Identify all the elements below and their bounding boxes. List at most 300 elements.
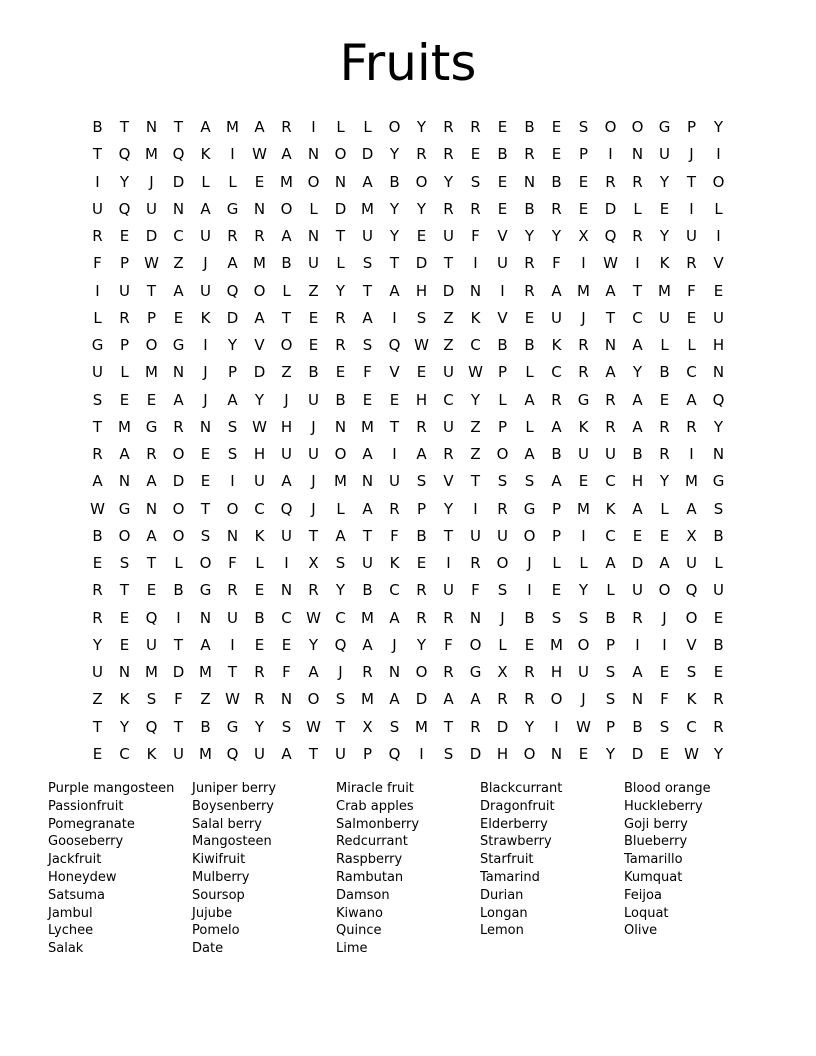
grid-letter[interactable]: N (280, 581, 293, 600)
grid-letter[interactable]: O (307, 690, 320, 709)
grid-letter[interactable]: J (149, 172, 154, 191)
grid-letter[interactable]: A (281, 472, 292, 491)
grid-letter[interactable]: A (227, 390, 238, 409)
grid-letter[interactable]: P (551, 499, 562, 518)
grid-letter[interactable]: I (716, 145, 721, 164)
grid-letter[interactable]: S (335, 690, 346, 709)
grid-letter[interactable]: R (308, 581, 319, 600)
grid-letter[interactable]: C (470, 336, 481, 355)
grid-letter[interactable]: E (146, 581, 157, 600)
grid-letter[interactable]: H (712, 336, 725, 355)
grid-letter[interactable]: A (605, 281, 616, 300)
grid-letter[interactable]: R (416, 145, 427, 164)
grid-letter[interactable]: S (389, 717, 400, 736)
grid-letter[interactable]: S (605, 690, 616, 709)
grid-letter[interactable]: N (145, 499, 158, 518)
grid-letter[interactable]: S (578, 118, 589, 137)
grid-letter[interactable]: I (392, 445, 397, 464)
grid-letter[interactable]: K (686, 690, 697, 709)
grid-letter[interactable]: A (443, 690, 454, 709)
grid-letter[interactable]: A (659, 554, 670, 573)
grid-letter[interactable]: K (578, 417, 589, 436)
grid-letter[interactable]: W (306, 608, 321, 627)
grid-letter[interactable]: E (416, 363, 427, 382)
grid-letter[interactable]: E (659, 744, 670, 763)
grid-letter[interactable]: I (689, 445, 694, 464)
grid-letter[interactable]: Q (334, 635, 347, 654)
grid-letter[interactable]: J (338, 663, 343, 682)
grid-letter[interactable]: R (92, 445, 103, 464)
grid-letter[interactable]: R (470, 118, 481, 137)
grid-letter[interactable]: E (308, 336, 319, 355)
grid-letter[interactable]: L (687, 336, 696, 355)
grid-letter[interactable]: R (92, 227, 103, 246)
grid-letter[interactable]: O (469, 635, 482, 654)
grid-letter[interactable]: Q (145, 608, 158, 627)
grid-letter[interactable]: U (551, 308, 562, 327)
grid-letter[interactable]: J (500, 608, 505, 627)
grid-letter[interactable]: T (119, 118, 130, 137)
grid-letter[interactable]: I (635, 635, 640, 654)
grid-letter[interactable]: B (713, 635, 724, 654)
grid-letter[interactable]: Z (470, 445, 481, 464)
grid-letter[interactable]: B (308, 363, 319, 382)
grid-letter[interactable]: B (632, 445, 643, 464)
grid-letter[interactable]: R (470, 199, 481, 218)
grid-letter[interactable]: A (119, 445, 130, 464)
grid-letter[interactable]: Y (389, 199, 400, 218)
grid-letter[interactable]: I (392, 308, 397, 327)
grid-letter[interactable]: N (253, 199, 266, 218)
grid-letter[interactable]: E (308, 308, 319, 327)
grid-letter[interactable]: N (604, 336, 617, 355)
grid-letter[interactable]: T (389, 254, 400, 273)
grid-letter[interactable]: N (334, 172, 347, 191)
grid-letter[interactable]: T (686, 172, 697, 191)
grid-letter[interactable]: R (254, 663, 265, 682)
grid-letter[interactable]: L (660, 336, 669, 355)
grid-letter[interactable]: Z (200, 690, 211, 709)
grid-letter[interactable]: A (200, 199, 211, 218)
grid-letter[interactable]: D (631, 554, 644, 573)
grid-letter[interactable]: K (200, 145, 211, 164)
grid-letter[interactable]: E (281, 635, 292, 654)
grid-letter[interactable]: L (336, 118, 345, 137)
grid-letter[interactable]: N (550, 744, 563, 763)
grid-letter[interactable]: N (145, 118, 158, 137)
grid-letter[interactable]: Y (335, 581, 346, 600)
grid-letter[interactable]: U (308, 254, 319, 273)
grid-letter[interactable]: Y (470, 390, 481, 409)
grid-letter[interactable]: A (551, 281, 562, 300)
grid-letter[interactable]: U (308, 390, 319, 409)
grid-letter[interactable]: Y (119, 172, 130, 191)
grid-letter[interactable]: U (443, 363, 454, 382)
grid-letter[interactable]: R (335, 336, 346, 355)
grid-letter[interactable]: D (172, 172, 185, 191)
grid-letter[interactable]: A (524, 390, 535, 409)
grid-letter[interactable]: X (497, 663, 508, 682)
grid-letter[interactable]: S (227, 445, 238, 464)
grid-letter[interactable]: U (686, 554, 697, 573)
grid-letter[interactable]: X (362, 717, 373, 736)
grid-letter[interactable]: U (308, 445, 319, 464)
grid-letter[interactable]: W (306, 717, 321, 736)
grid-letter[interactable]: J (662, 608, 667, 627)
grid-letter[interactable]: Y (659, 472, 670, 491)
grid-letter[interactable]: M (145, 363, 158, 382)
grid-letter[interactable]: E (416, 554, 427, 573)
grid-letter[interactable]: N (469, 281, 482, 300)
grid-letter[interactable]: B (524, 199, 535, 218)
grid-letter[interactable]: J (689, 145, 694, 164)
grid-letter[interactable]: L (201, 172, 210, 191)
grid-letter[interactable]: U (443, 581, 454, 600)
grid-letter[interactable]: H (550, 663, 563, 682)
grid-letter[interactable]: S (416, 472, 427, 491)
grid-letter[interactable]: A (551, 472, 562, 491)
grid-letter[interactable]: R (443, 663, 454, 682)
grid-letter[interactable]: H (253, 445, 266, 464)
grid-letter[interactable]: O (145, 336, 158, 355)
grid-letter[interactable]: P (227, 363, 238, 382)
grid-letter[interactable]: P (362, 744, 373, 763)
grid-letter[interactable]: M (361, 608, 374, 627)
grid-letter[interactable]: A (632, 663, 643, 682)
grid-letter[interactable]: H (496, 744, 509, 763)
grid-letter[interactable]: A (524, 445, 535, 464)
grid-letter[interactable]: E (578, 172, 589, 191)
grid-letter[interactable]: J (311, 417, 316, 436)
grid-letter[interactable]: S (605, 663, 616, 682)
grid-letter[interactable]: S (686, 663, 697, 682)
grid-letter[interactable]: O (523, 526, 536, 545)
grid-letter[interactable]: Y (416, 199, 427, 218)
grid-letter[interactable]: E (713, 608, 724, 627)
grid-letter[interactable]: J (284, 390, 289, 409)
grid-letter[interactable]: B (416, 526, 427, 545)
grid-letter[interactable]: E (119, 608, 130, 627)
grid-letter[interactable]: N (307, 227, 320, 246)
grid-letter[interactable]: R (146, 445, 157, 464)
grid-letter[interactable]: T (227, 663, 238, 682)
grid-letter[interactable]: T (335, 227, 346, 246)
grid-letter[interactable]: R (443, 608, 454, 627)
grid-letter[interactable]: F (228, 554, 237, 573)
grid-letter[interactable]: R (389, 499, 400, 518)
grid-letter[interactable]: F (444, 635, 453, 654)
grid-letter[interactable]: F (174, 690, 183, 709)
grid-letter[interactable]: O (496, 554, 509, 573)
grid-letter[interactable]: M (118, 417, 131, 436)
grid-letter[interactable]: W (576, 717, 591, 736)
grid-letter[interactable]: N (118, 472, 131, 491)
grid-letter[interactable]: E (254, 635, 265, 654)
grid-letter[interactable]: B (524, 608, 535, 627)
grid-letter[interactable]: S (92, 390, 103, 409)
grid-letter[interactable]: E (335, 363, 346, 382)
grid-letter[interactable]: R (173, 417, 184, 436)
grid-letter[interactable]: Q (226, 281, 239, 300)
grid-letter[interactable]: A (146, 526, 157, 545)
grid-letter[interactable]: R (416, 581, 427, 600)
grid-letter[interactable]: L (228, 172, 237, 191)
grid-letter[interactable]: E (524, 308, 535, 327)
grid-letter[interactable]: A (470, 690, 481, 709)
grid-letter[interactable]: T (146, 281, 157, 300)
grid-letter[interactable]: E (713, 281, 724, 300)
grid-letter[interactable]: L (498, 635, 507, 654)
grid-letter[interactable]: L (255, 554, 264, 573)
grid-letter[interactable]: V (389, 363, 400, 382)
grid-letter[interactable]: E (524, 635, 535, 654)
grid-letter[interactable]: D (415, 690, 428, 709)
grid-letter[interactable]: L (552, 554, 561, 573)
grid-letter[interactable]: M (577, 499, 590, 518)
grid-letter[interactable]: R (578, 363, 589, 382)
grid-letter[interactable]: U (146, 635, 157, 654)
grid-letter[interactable]: S (227, 417, 238, 436)
grid-letter[interactable]: A (254, 308, 265, 327)
grid-letter[interactable]: Y (119, 717, 130, 736)
grid-letter[interactable]: A (389, 281, 400, 300)
grid-letter[interactable]: E (416, 227, 427, 246)
grid-letter[interactable]: D (334, 199, 347, 218)
grid-letter[interactable]: R (92, 608, 103, 627)
grid-letter[interactable]: E (578, 199, 589, 218)
grid-letter[interactable]: E (632, 526, 643, 545)
grid-letter[interactable]: W (90, 499, 105, 518)
grid-letter[interactable]: R (524, 254, 535, 273)
grid-letter[interactable]: R (686, 254, 697, 273)
grid-letter[interactable]: V (497, 227, 508, 246)
grid-letter[interactable]: Y (254, 390, 265, 409)
grid-letter[interactable]: Q (685, 581, 698, 600)
grid-letter[interactable]: M (685, 472, 698, 491)
grid-letter[interactable]: C (119, 744, 130, 763)
grid-letter[interactable]: S (200, 526, 211, 545)
grid-letter[interactable]: D (631, 744, 644, 763)
grid-letter[interactable]: U (443, 417, 454, 436)
grid-letter[interactable]: A (605, 363, 616, 382)
grid-letter[interactable]: S (335, 554, 346, 573)
grid-letter[interactable]: C (389, 581, 400, 600)
grid-letter[interactable]: R (524, 281, 535, 300)
grid-letter[interactable]: Y (713, 118, 724, 137)
grid-letter[interactable]: E (551, 581, 562, 600)
grid-letter[interactable]: B (200, 717, 211, 736)
grid-letter[interactable]: U (443, 227, 454, 246)
grid-letter[interactable]: O (496, 445, 509, 464)
grid-letter[interactable]: A (254, 118, 265, 137)
grid-letter[interactable]: B (551, 172, 562, 191)
grid-letter[interactable]: E (578, 472, 589, 491)
grid-letter[interactable]: Q (604, 227, 617, 246)
grid-letter[interactable]: E (470, 145, 481, 164)
grid-letter[interactable]: Y (551, 227, 562, 246)
grid-letter[interactable]: I (662, 635, 667, 654)
grid-letter[interactable]: E (389, 390, 400, 409)
grid-letter[interactable]: A (146, 472, 157, 491)
grid-letter[interactable]: J (203, 254, 208, 273)
grid-letter[interactable]: Y (524, 717, 535, 736)
grid-letter[interactable]: O (226, 499, 239, 518)
grid-letter[interactable]: V (443, 472, 454, 491)
grid-letter[interactable]: O (388, 118, 401, 137)
grid-letter[interactable]: K (200, 308, 211, 327)
grid-letter[interactable]: Y (227, 336, 238, 355)
grid-letter[interactable]: B (524, 336, 535, 355)
grid-letter[interactable]: P (497, 363, 508, 382)
grid-letter[interactable]: D (172, 472, 185, 491)
grid-letter[interactable]: A (281, 227, 292, 246)
grid-letter[interactable]: Y (443, 499, 454, 518)
grid-letter[interactable]: W (684, 744, 699, 763)
grid-letter[interactable]: F (93, 254, 102, 273)
grid-letter[interactable]: W (144, 254, 159, 273)
grid-letter[interactable]: G (172, 336, 185, 355)
grid-letter[interactable]: B (605, 608, 616, 627)
grid-letter[interactable]: P (119, 336, 130, 355)
grid-letter[interactable]: A (416, 445, 427, 464)
grid-letter[interactable]: W (414, 336, 429, 355)
grid-letter[interactable]: U (362, 554, 373, 573)
grid-letter[interactable]: G (118, 499, 131, 518)
grid-letter[interactable]: E (497, 172, 508, 191)
grid-letter[interactable]: T (389, 417, 400, 436)
grid-letter[interactable]: E (659, 199, 670, 218)
grid-letter[interactable]: U (470, 526, 481, 545)
grid-letter[interactable]: E (659, 526, 670, 545)
grid-letter[interactable]: Y (632, 363, 643, 382)
grid-letter[interactable]: A (389, 690, 400, 709)
grid-letter[interactable]: Y (254, 717, 265, 736)
grid-letter[interactable]: A (173, 281, 184, 300)
grid-letter[interactable]: A (632, 417, 643, 436)
grid-letter[interactable]: L (525, 363, 534, 382)
grid-letter[interactable]: T (605, 308, 616, 327)
grid-letter[interactable]: D (442, 281, 455, 300)
grid-letter[interactable]: N (631, 690, 644, 709)
grid-letter[interactable]: B (389, 172, 400, 191)
grid-letter[interactable]: Y (713, 417, 724, 436)
grid-letter[interactable]: L (363, 118, 372, 137)
grid-letter[interactable]: N (118, 663, 131, 682)
grid-letter[interactable]: M (415, 717, 428, 736)
grid-letter[interactable]: E (551, 145, 562, 164)
grid-letter[interactable]: U (92, 199, 103, 218)
grid-letter[interactable]: D (469, 744, 482, 763)
grid-letter[interactable]: T (92, 145, 103, 164)
grid-letter[interactable]: T (362, 526, 373, 545)
grid-letter[interactable]: U (713, 308, 724, 327)
grid-letter[interactable]: G (658, 118, 671, 137)
grid-letter[interactable]: S (362, 336, 373, 355)
grid-letter[interactable]: R (524, 690, 535, 709)
grid-letter[interactable]: Y (308, 635, 319, 654)
grid-letter[interactable]: R (119, 308, 130, 327)
grid-letter[interactable]: S (713, 499, 724, 518)
grid-letter[interactable]: T (362, 281, 373, 300)
grid-letter[interactable]: R (416, 417, 427, 436)
grid-letter[interactable]: B (524, 118, 535, 137)
grid-letter[interactable]: U (200, 281, 211, 300)
grid-letter[interactable]: C (551, 363, 562, 382)
grid-letter[interactable]: Y (335, 281, 346, 300)
grid-letter[interactable]: N (172, 363, 185, 382)
grid-letter[interactable]: O (280, 336, 293, 355)
grid-letter[interactable]: T (173, 717, 184, 736)
grid-letter[interactable]: N (361, 472, 374, 491)
grid-letter[interactable]: L (714, 199, 723, 218)
grid-letter[interactable]: E (173, 308, 184, 327)
grid-letter[interactable]: W (603, 254, 618, 273)
grid-letter[interactable]: S (578, 608, 589, 627)
grid-letter[interactable]: L (336, 254, 345, 273)
grid-letter[interactable]: F (687, 281, 696, 300)
grid-letter[interactable]: L (282, 281, 291, 300)
grid-letter[interactable]: M (361, 199, 374, 218)
grid-letter[interactable]: R (659, 445, 670, 464)
grid-letter[interactable]: R (551, 199, 562, 218)
grid-letter[interactable]: O (280, 199, 293, 218)
grid-letter[interactable]: A (632, 336, 643, 355)
grid-letter[interactable]: L (633, 199, 642, 218)
grid-letter[interactable]: S (119, 554, 130, 573)
grid-letter[interactable]: N (631, 145, 644, 164)
grid-letter[interactable]: F (552, 254, 561, 273)
grid-letter[interactable]: E (200, 472, 211, 491)
grid-letter[interactable]: I (230, 145, 235, 164)
grid-letter[interactable]: S (497, 581, 508, 600)
grid-letter[interactable]: O (172, 445, 185, 464)
grid-letter[interactable]: E (119, 227, 130, 246)
grid-letter[interactable]: E (92, 554, 103, 573)
grid-letter[interactable]: E (497, 118, 508, 137)
grid-letter[interactable]: O (550, 690, 563, 709)
grid-letter[interactable]: Q (172, 145, 185, 164)
grid-letter[interactable]: W (252, 417, 267, 436)
grid-letter[interactable]: V (254, 336, 265, 355)
grid-letter[interactable]: U (497, 526, 508, 545)
grid-letter[interactable]: R (254, 690, 265, 709)
grid-letter[interactable]: E (578, 744, 589, 763)
grid-letter[interactable]: B (632, 717, 643, 736)
grid-letter[interactable]: Y (443, 172, 454, 191)
grid-letter[interactable]: B (713, 526, 724, 545)
grid-letter[interactable]: P (119, 254, 130, 273)
grid-letter[interactable]: E (362, 390, 373, 409)
grid-letter[interactable]: U (254, 472, 265, 491)
grid-letter[interactable]: U (659, 145, 670, 164)
grid-letter[interactable]: B (497, 336, 508, 355)
grid-letter[interactable]: U (605, 445, 616, 464)
grid-letter[interactable]: R (497, 690, 508, 709)
grid-letter[interactable]: I (716, 227, 721, 246)
grid-letter[interactable]: Y (416, 118, 427, 137)
grid-letter[interactable]: J (311, 499, 316, 518)
grid-letter[interactable]: A (686, 390, 697, 409)
grid-letter[interactable]: E (686, 308, 697, 327)
grid-letter[interactable]: G (226, 717, 239, 736)
grid-letter[interactable]: M (253, 254, 266, 273)
grid-letter[interactable]: R (335, 308, 346, 327)
grid-letter[interactable]: A (632, 499, 643, 518)
grid-letter[interactable]: O (712, 172, 725, 191)
grid-letter[interactable]: L (606, 581, 615, 600)
grid-letter[interactable]: R (227, 227, 238, 246)
grid-letter[interactable]: I (608, 145, 613, 164)
